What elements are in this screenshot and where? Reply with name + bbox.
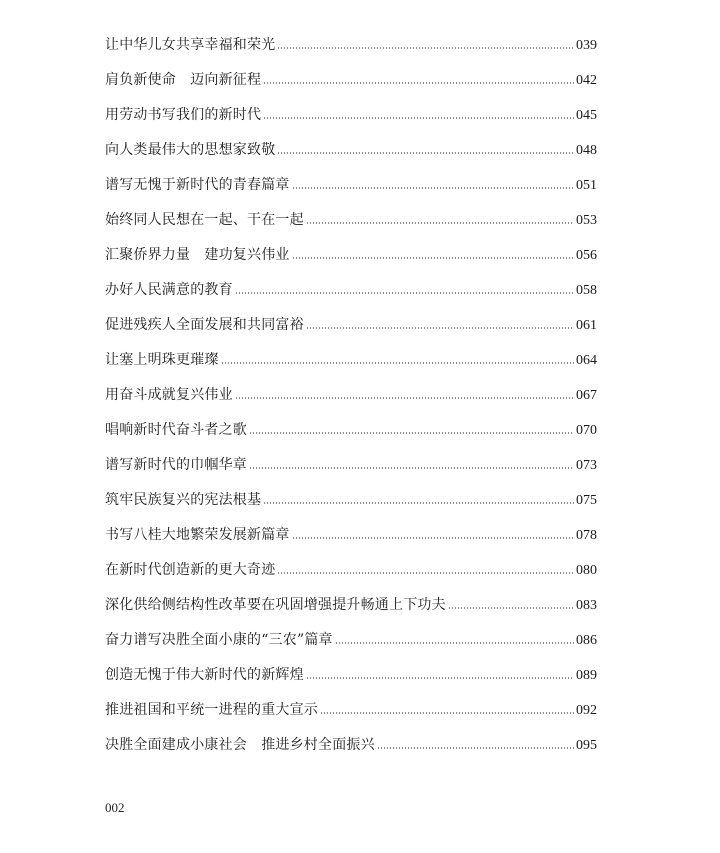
dot-leader: [306, 222, 574, 224]
toc-entry-page-number: 075: [576, 493, 597, 508]
toc-entry[interactable]: [105, 168, 597, 203]
toc-entry-title: 筑牢民族复兴的宪法根基: [105, 492, 262, 508]
dot-leader: [263, 117, 574, 119]
toc-entry-title: 唱响新时代奋斗者之歌: [105, 422, 247, 438]
toc-entry-title: 用奋斗成就复兴伟业: [105, 387, 233, 403]
toc-entry[interactable]: [105, 553, 597, 588]
toc-entry-page-number: 080: [576, 563, 597, 578]
dot-leader: [249, 432, 574, 434]
toc-entry[interactable]: [105, 623, 597, 658]
toc-entry-title: 让中华儿女共享幸福和荣光: [105, 37, 276, 53]
toc-entry-title: 办好人民满意的教育: [105, 282, 233, 298]
toc-entry[interactable]: [105, 98, 597, 133]
toc-entry-title: 肩负新使命 迈向新征程: [105, 72, 262, 88]
dot-leader: [377, 747, 574, 749]
toc-entry-page-number: 092: [576, 703, 597, 718]
dot-leader: [263, 502, 574, 504]
toc-entry-page-number: 061: [576, 318, 597, 333]
dot-leader: [277, 572, 574, 574]
toc-entry[interactable]: [105, 483, 597, 518]
toc-entry-title: 推进祖国和平统一进程的重大宣示: [105, 702, 318, 718]
toc-entry-page-number: 073: [576, 458, 597, 473]
toc-entry[interactable]: [105, 658, 597, 693]
toc-entry-page-number: 056: [576, 248, 597, 263]
toc-entry-title: 谱写无愧于新时代的青春篇章: [105, 177, 290, 193]
toc-entry-page-number: 051: [576, 178, 597, 193]
toc-entry[interactable]: [105, 693, 597, 728]
toc-entry[interactable]: [105, 238, 597, 273]
dot-leader: [320, 712, 574, 714]
toc-entry-page-number: 053: [576, 213, 597, 228]
toc-entry-title: 创造无愧于伟大新时代的新辉煌: [105, 667, 304, 683]
toc-entry[interactable]: [105, 518, 597, 553]
toc-entry-page-number: 089: [576, 668, 597, 683]
toc-entry-page-number: 045: [576, 108, 597, 123]
dot-leader: [306, 327, 574, 329]
toc-entry-page-number: 064: [576, 353, 597, 368]
toc-entry[interactable]: [105, 63, 597, 98]
dot-leader: [221, 362, 574, 364]
toc-entry-page-number: 042: [576, 73, 597, 88]
toc-entry-page-number: 070: [576, 423, 597, 438]
toc-entry-page-number: 048: [576, 143, 597, 158]
dot-leader: [277, 152, 574, 154]
dot-leader: [292, 537, 574, 539]
toc-entry-page-number: 039: [576, 38, 597, 53]
toc-entry-page-number: 095: [576, 738, 597, 753]
toc-entry[interactable]: [105, 588, 597, 623]
toc-entry-page-number: 083: [576, 598, 597, 613]
dot-leader: [292, 187, 574, 189]
toc-entry[interactable]: [105, 728, 597, 763]
toc-entry-title: 促进残疾人全面发展和共同富裕: [105, 317, 304, 333]
dot-leader: [335, 642, 574, 644]
toc-entry-title: 让塞上明珠更璀璨: [105, 352, 219, 368]
dot-leader: [235, 292, 574, 294]
toc-entry-title: 书写八桂大地繁荣发展新篇章: [105, 527, 290, 543]
toc-entry-page-number: 058: [576, 283, 597, 298]
dot-leader: [235, 397, 574, 399]
dot-leader: [249, 467, 574, 469]
toc-entry-title: 奋力谱写决胜全面小康的“三农”篇章: [105, 632, 333, 648]
dot-leader: [292, 257, 574, 259]
toc-entry[interactable]: [105, 378, 597, 413]
toc-entry[interactable]: [105, 28, 597, 63]
toc-entry[interactable]: [105, 273, 597, 308]
toc-entry-page-number: 086: [576, 633, 597, 648]
toc-entry[interactable]: [105, 343, 597, 378]
toc-entry-title: 决胜全面建成小康社会 推进乡村全面振兴: [105, 737, 375, 753]
toc-entry-page-number: 067: [576, 388, 597, 403]
page-number: 002: [105, 800, 125, 815]
toc-entry[interactable]: [105, 203, 597, 238]
toc-entry-title: 向人类最伟大的思想家致敬: [105, 142, 276, 158]
toc-entry-title: 汇聚侨界力量 建功复兴伟业: [105, 247, 290, 263]
toc-entry-title: 始终同人民想在一起、干在一起: [105, 212, 304, 228]
toc-entry-title: 在新时代创造新的更大奇迹: [105, 562, 276, 578]
dot-leader: [448, 607, 574, 609]
toc-entry[interactable]: [105, 448, 597, 483]
toc-entry[interactable]: [105, 413, 597, 448]
dot-leader: [277, 47, 574, 49]
toc-entry-title: 谱写新时代的巾帼华章: [105, 457, 247, 473]
toc-entry-title: 深化供给侧结构性改革要在巩固增强提升畅通上下功夫: [105, 597, 446, 613]
toc-entry[interactable]: [105, 133, 597, 168]
table-of-contents: [105, 28, 597, 763]
toc-entry-page-number: 078: [576, 528, 597, 543]
dot-leader: [263, 82, 574, 84]
toc-entry-title: 用劳动书写我们的新时代: [105, 107, 262, 123]
toc-entry[interactable]: [105, 308, 597, 343]
dot-leader: [306, 677, 574, 679]
